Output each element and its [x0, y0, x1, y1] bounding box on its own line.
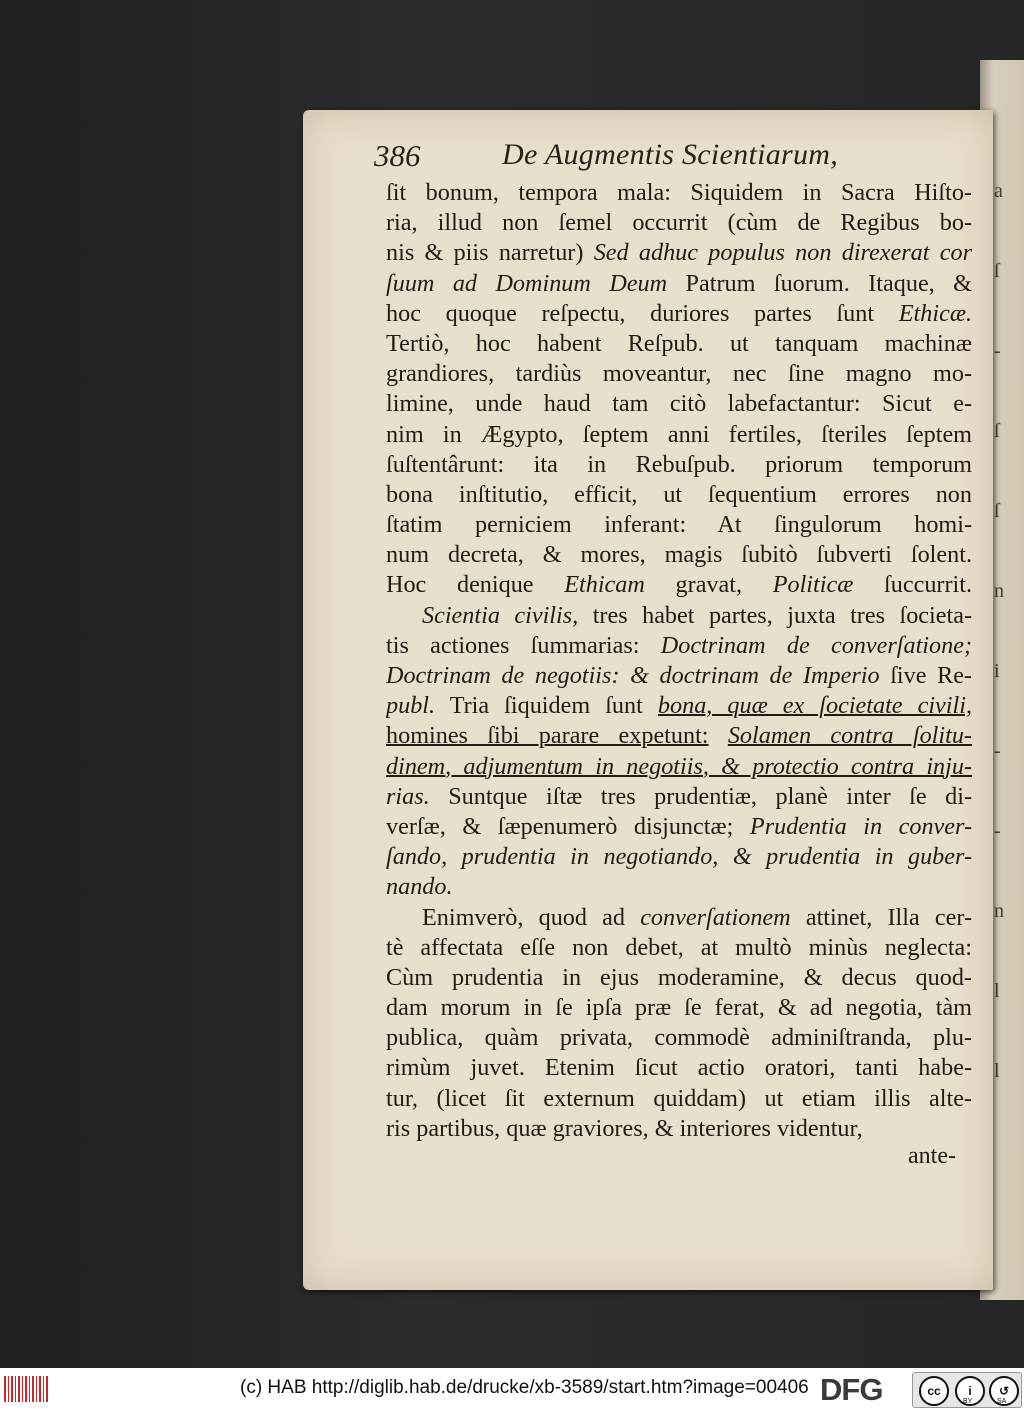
text-line: [386, 420, 972, 450]
page-header: [374, 138, 964, 178]
text-line: [386, 178, 972, 208]
body-text: [386, 178, 972, 1144]
text-run: nim in Ægypto, ſeptem anni fertiles, ſteriles ſeptem: [386, 420, 972, 448]
catchword: ante-: [908, 1143, 956, 1169]
facing-page-glyph: ſ: [994, 500, 1000, 522]
text-run: Tertiò, hoc habent Reſpub. ut tanquam machinæ: [386, 329, 972, 357]
text-run: Prudentia in conver-: [749, 812, 972, 840]
text-run: Patrum ſuorum.: [685, 269, 850, 297]
text-run: grandiores, tardiùs moveantur, nec ſine magno mo-: [386, 360, 972, 388]
facing-page-glyph: -: [994, 740, 1001, 762]
text-line: [386, 359, 972, 389]
text-run: tres habet partes, juxta tres ſocieta-: [592, 601, 972, 629]
text-line: [386, 631, 972, 661]
dfg-logo: DFG: [820, 1372, 883, 1407]
attribution-icon: i: [955, 1376, 985, 1406]
facing-page-glyph: -: [994, 340, 1001, 362]
text-line: [386, 812, 972, 842]
text-run: Tria ſiquidem ſunt: [449, 692, 643, 720]
facing-page-glyph: l: [994, 980, 1000, 1002]
facing-page-glyph: i: [994, 660, 1000, 682]
text-run: nando.: [386, 873, 453, 901]
text-line: [386, 1114, 972, 1144]
sa-label: SA: [997, 1398, 1007, 1405]
text-run: ſando, prudentia in negotiando, & prudentia in guber-: [386, 843, 972, 871]
text-run: Cùm prudentia in ejus moderamine, & decus quod-: [386, 963, 972, 991]
text-run: nis & piis narretur): [386, 239, 584, 267]
text-run: num decreta, & mores, magis ſubitò ſubverti ſolent.: [386, 541, 972, 569]
text-run: ris partibus, quæ graviores, & interiores videntur,: [386, 1114, 863, 1142]
share-alike-icon: ↺: [989, 1376, 1019, 1406]
text-run: dinem, adjumentum in negotiis, & protectio contra inju-: [386, 752, 972, 780]
text-run: hoc quoque reſpectu, duriores partes ſunt: [386, 299, 875, 327]
text-run: publ.: [386, 692, 436, 720]
text-line: [386, 329, 972, 359]
text-line: [386, 269, 972, 299]
text-run: Ethicæ.: [898, 299, 972, 327]
text-run: attinet, Illa cer-: [805, 903, 972, 931]
text-line: [386, 480, 972, 510]
text-run: Doctrinam de converſatione;: [660, 631, 972, 659]
text-run: tur, (licet ſit externum quiddam) ut etiam illis alte-: [386, 1084, 972, 1112]
text-run: gravat,: [675, 571, 743, 599]
text-line: [386, 601, 972, 631]
text-run: verſæ, & ſæpenumerò disjunctæ;: [386, 812, 734, 840]
text-run: Solamen contra ſolitu-: [727, 722, 972, 750]
text-line: [386, 752, 972, 782]
text-line: [386, 993, 972, 1023]
text-run: ſuſtentârunt: ita in Rebuſpub. priorum temporum: [386, 450, 972, 478]
facing-page-glyph: ſ: [994, 260, 1000, 282]
text-run: Hoc denique: [386, 571, 534, 599]
facing-page-glyph: l: [994, 1060, 1000, 1082]
text-line: [386, 389, 972, 419]
text-run: ſtatim perniciem inferant: At ſingulorum homi-: [386, 511, 972, 539]
text-line: [386, 299, 972, 329]
text-line: [386, 450, 972, 480]
text-run: homines ſibi parare expetunt:: [386, 722, 709, 750]
facing-page-glyph: ſ: [994, 420, 1000, 442]
text-line: [386, 782, 972, 812]
text-line: [386, 721, 972, 751]
text-line: [386, 570, 972, 600]
text-run: ſuum ad Dominum Deum: [386, 269, 668, 297]
cc-icon: cc: [919, 1376, 949, 1406]
text-run: rimùm juvet. Etenim ſicut actio oratori, tanti habe-: [386, 1054, 972, 1082]
footer-bar: [0, 1368, 1024, 1409]
text-run: Suntque iſtæ tres prudentiæ, planè inter ſe di-: [448, 782, 972, 810]
text-line: [386, 540, 972, 570]
text-line: [386, 933, 972, 963]
text-line: [386, 661, 972, 691]
facing-page-glyph: -: [994, 820, 1001, 842]
text-run: publica, quàm privata, commodè adminiſtranda, plu-: [386, 1024, 972, 1052]
facing-page-glyph: a: [994, 180, 1003, 202]
text-line: [386, 842, 972, 872]
text-run: converſationem: [640, 903, 791, 931]
text-line: [386, 691, 972, 721]
facing-page-glyph: n: [994, 580, 1004, 602]
text-run: Doctrinam de negotiis: & doctrinam de Imperio: [386, 662, 880, 689]
text-run: tis actiones ſummarias:: [386, 631, 640, 659]
text-run: dam morum in ſe ipſa præ ſe ferat, & ad negotia, tàm: [386, 994, 972, 1022]
text-run: ſuccurrit.: [884, 571, 972, 599]
text-line: [386, 1053, 972, 1083]
text-run: ſive Re-: [890, 662, 972, 689]
text-run: rias.: [386, 782, 430, 810]
text-run: ria, illud non ſemel occurrit (cùm de Regibus bo-: [386, 209, 972, 237]
facing-page-glyph: n: [994, 900, 1004, 922]
text-run: limine, unde haud tam citò labefactantur: Sicut e-: [386, 390, 972, 418]
text-line: [386, 872, 972, 902]
by-label: BY: [963, 1398, 973, 1405]
text-run: tè affectata eſſe non debet, at multò minùs neglecta:: [386, 933, 972, 961]
text-line: [386, 238, 972, 268]
text-run: Sed adhuc populus non direxerat cor: [593, 239, 972, 267]
library-logo-icon: [4, 1376, 48, 1402]
text-line: [386, 1084, 972, 1114]
text-run: Enimverò, quod ad: [422, 903, 625, 931]
text-run: bona, quæ ex ſocietate civili,: [657, 692, 972, 720]
running-title: De Augmentis Scientiarum,: [502, 138, 839, 171]
text-line: [386, 1023, 972, 1053]
text-run: Scientia civilis,: [422, 601, 579, 629]
text-run: bona inſtitutio, efficit, ut ſequentium errores non: [386, 480, 972, 508]
page-number: 386: [374, 138, 421, 173]
text-line: [386, 510, 972, 540]
text-line: [386, 963, 972, 993]
cc-license-badge[interactable]: [912, 1372, 1022, 1408]
text-run: ſit bonum, tempora mala: Siquidem in Sacra Hiſto-: [386, 179, 972, 206]
copyright-credit[interactable]: (c) HAB http://diglib.hab.de/drucke/xb-3589/start.htm?image=00406: [240, 1377, 809, 1398]
text-line: [386, 903, 972, 933]
text-run: Ethicam: [564, 571, 645, 599]
text-run: Politicæ: [772, 571, 854, 599]
text-run: Itaque, &: [868, 269, 972, 297]
text-line: [386, 208, 972, 238]
